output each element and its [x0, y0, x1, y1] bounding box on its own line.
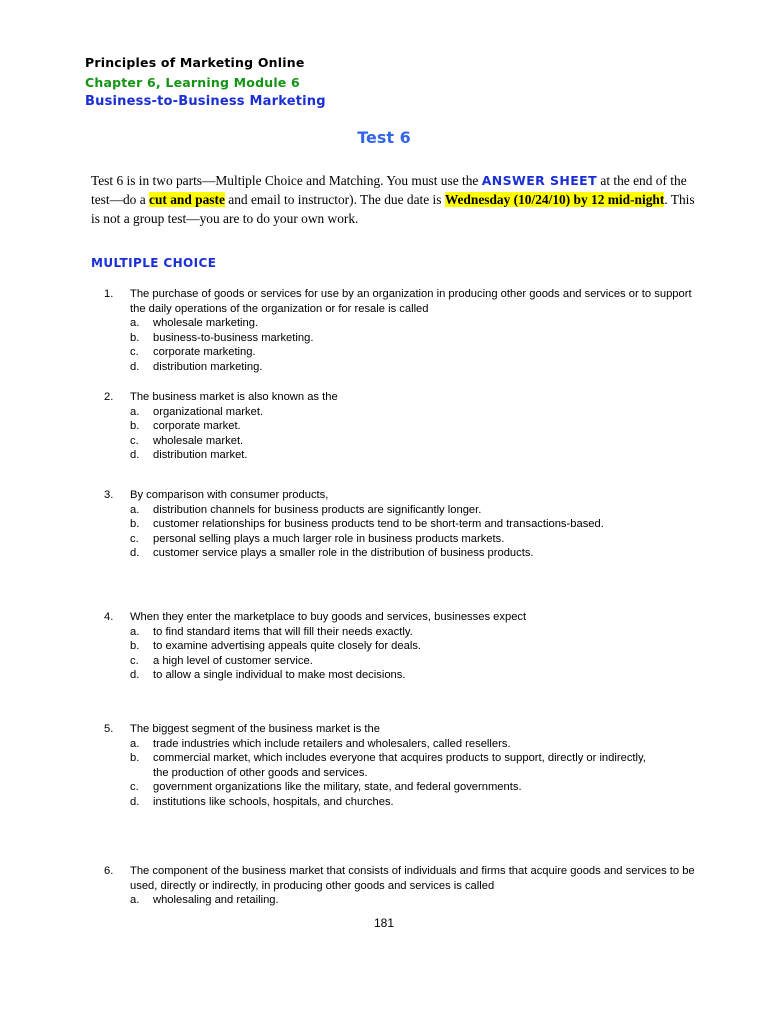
option — [130, 517, 623, 532]
question-number: 5. — [104, 723, 114, 735]
question-stem: By comparison with consumer products, — [130, 489, 329, 501]
option-text: customer relationships for business products tend to be short-term and transactions-based. — [153, 518, 604, 530]
option-text: institutions like schools, hospitals, and churches. — [153, 795, 394, 808]
option — [130, 503, 704, 518]
question-number: 1. — [104, 288, 114, 300]
question-number: 4. — [104, 611, 114, 623]
option — [130, 331, 704, 346]
cut-and-paste-highlight: cut and paste — [149, 192, 225, 207]
option — [130, 419, 704, 434]
option — [130, 405, 704, 420]
option-text: distribution channels for business products are significantly longer. — [153, 503, 482, 516]
option-letter: a. — [130, 405, 140, 418]
topic-title: Business-to-Business Marketing — [85, 94, 326, 109]
course-title: Principles of Marketing Online — [85, 55, 305, 70]
test-title: Test 6 — [357, 128, 411, 147]
option-letter: d. — [130, 449, 140, 461]
option — [130, 434, 704, 449]
option-letter: d. — [130, 360, 140, 373]
option-letter: b. — [130, 752, 140, 764]
option-text: distribution market. — [153, 449, 248, 461]
option-letter: c. — [130, 434, 139, 447]
option-letter: c. — [130, 346, 139, 358]
option — [130, 448, 704, 463]
option-text: wholesale market. — [153, 434, 244, 447]
question-number: 6. — [104, 865, 114, 877]
question-stem: The component of the business market that consists of individuals and firms that acquire goods and services to be used, directly or indirectly, in producing other goods and services is called — [130, 865, 695, 892]
option — [130, 316, 704, 331]
option-letter: d. — [130, 547, 140, 559]
option — [130, 546, 704, 561]
option-letter: c. — [130, 781, 139, 793]
question-stem: The purchase of goods or services for use by an organization in producing other goods and services or to support the daily operations of the organization or for resale is called — [130, 288, 692, 315]
option-letter: c. — [130, 654, 139, 667]
question-number: 3. — [104, 489, 114, 501]
section-title: MULTIPLE CHOICE — [91, 256, 217, 270]
chapter-title: Chapter 6, Learning Module 6 — [85, 75, 300, 90]
option-text: to find standard items that will fill their needs exactly. — [153, 625, 413, 638]
option — [130, 360, 704, 375]
question-6 — [104, 864, 704, 908]
question-2 — [104, 390, 704, 463]
option-text: personal selling plays a much larger role in business products markets. — [153, 532, 505, 545]
question-stem: The business market is also known as the — [130, 391, 338, 403]
option-text: to allow a single individual to make most decisions. — [153, 669, 406, 681]
option-text: corporate marketing. — [153, 346, 256, 358]
intro-text-1: Test 6 is in two parts—Multiple Choice and Matching. You must use the — [91, 173, 482, 188]
option-text: trade industries which include retailers and wholesalers, called resellers. — [153, 737, 511, 750]
option-letter: d. — [130, 795, 140, 808]
option-letter: a. — [130, 625, 140, 638]
option-letter: b. — [130, 420, 140, 432]
option — [130, 751, 653, 780]
option-letter: a. — [130, 894, 140, 906]
option-text: corporate market. — [153, 420, 241, 432]
option-letter: a. — [130, 503, 140, 516]
option-text: customer service plays a smaller role in the distribution of business products. — [153, 547, 534, 559]
option — [130, 893, 704, 908]
option-letter: b. — [130, 640, 140, 652]
question-1 — [104, 287, 704, 374]
option-text: government organizations like the military, state, and federal governments. — [153, 781, 522, 793]
option-letter: b. — [130, 518, 140, 530]
option-letter: d. — [130, 669, 140, 681]
option-text: to examine advertising appeals quite closely for deals. — [153, 640, 422, 652]
question-stem: When they enter the marketplace to buy goods and services, businesses expect — [130, 611, 527, 623]
option — [130, 737, 704, 752]
option — [130, 795, 704, 810]
question-number: 2. — [104, 391, 114, 403]
option — [130, 639, 704, 654]
option-letter: a. — [130, 737, 140, 750]
intro-paragraph — [91, 171, 701, 228]
option — [130, 625, 704, 640]
intro-text-4: . This is not a group test—you are to do your own work. — [91, 192, 695, 226]
question-3 — [104, 488, 704, 561]
page-number: 181 — [373, 916, 395, 930]
option-text: commercial market, which includes everyone that acquires products to support, directly or indirectly, the production of other goods and services. — [153, 752, 646, 779]
question-stem: The biggest segment of the business market is the — [130, 723, 380, 735]
option — [130, 654, 704, 669]
intro-text-3: and email to instructor). The due date is — [224, 192, 445, 207]
option-letter: b. — [130, 331, 140, 344]
option — [130, 532, 704, 547]
question-5 — [104, 722, 704, 809]
option-text: wholesaling and retailing. — [153, 894, 279, 906]
option-text: business-to-business marketing. — [153, 331, 314, 344]
option-text: distribution marketing. — [153, 360, 263, 373]
due-date-highlight: Wednesday (10/24/10) by 12 mid-night — [444, 192, 665, 207]
answer-sheet-label: ANSWER SHEET — [481, 173, 598, 188]
question-4 — [104, 610, 704, 683]
option-text: organizational market. — [153, 405, 264, 418]
option-text: a high level of customer service. — [153, 654, 313, 667]
option — [130, 780, 704, 795]
option — [130, 668, 704, 683]
option — [130, 345, 704, 360]
intro-text-2: at the end of the test—do a — [91, 173, 687, 207]
option-letter: a. — [130, 317, 140, 329]
option-text: wholesale marketing. — [153, 317, 259, 329]
option-letter: c. — [130, 532, 139, 545]
